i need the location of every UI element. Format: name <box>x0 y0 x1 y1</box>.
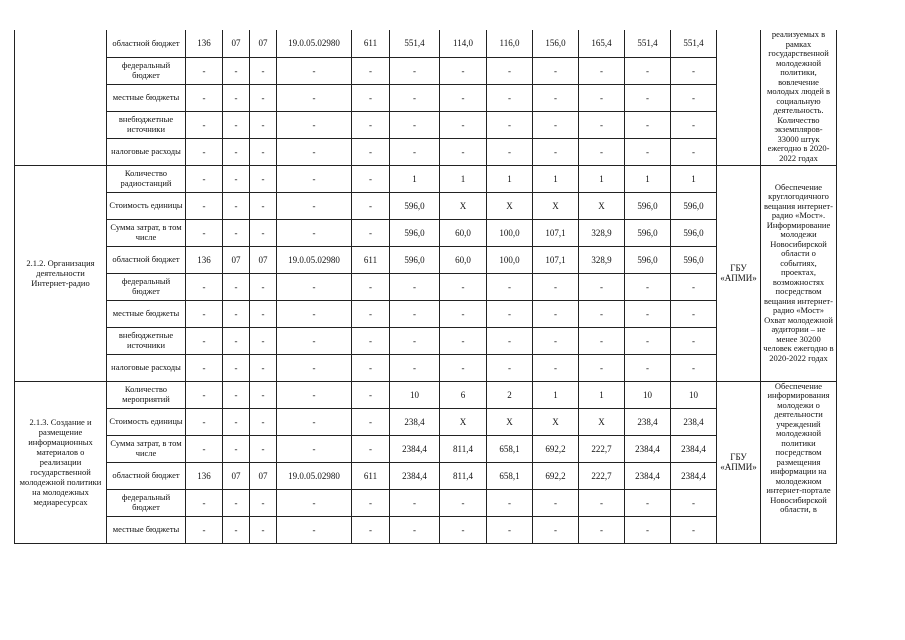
value-cell: 19.0.05.02980 <box>277 462 352 489</box>
value-cell: - <box>250 408 277 435</box>
value-cell: - <box>671 516 717 543</box>
value-cell: X <box>533 408 579 435</box>
value-cell: - <box>277 489 352 516</box>
value-cell: - <box>533 489 579 516</box>
funding-category: областной бюджет <box>107 30 186 57</box>
value-cell: 6 <box>440 381 487 408</box>
value-cell: 596,0 <box>671 192 717 219</box>
value-cell: - <box>533 300 579 327</box>
value-cell: - <box>671 354 717 381</box>
expected-result-description: Обеспечение круглогодичного вещания интернет-радио «Мост». Информирование молодежи Новосибирской области о событиях, проектах, возможностях посредством вещания интернет-радио «Мост» Охват молодежной аудитории – не менее 30200 человек ежегодно в 2020-2022 годах <box>761 165 837 381</box>
value-cell: - <box>487 57 533 84</box>
value-cell: 811,4 <box>440 462 487 489</box>
value-cell: - <box>352 57 390 84</box>
value-cell: - <box>625 84 671 111</box>
value-cell: - <box>277 300 352 327</box>
table-row <box>15 273 837 300</box>
table-row <box>15 138 837 165</box>
value-cell: - <box>186 381 223 408</box>
table-row <box>15 435 837 462</box>
funding-category: налоговые расходы <box>107 354 186 381</box>
value-cell: - <box>390 300 440 327</box>
value-cell: - <box>533 57 579 84</box>
table-row <box>15 354 837 381</box>
value-cell: 596,0 <box>390 219 440 246</box>
funding-category: внебюджетные источники <box>107 111 186 138</box>
value-cell: 238,4 <box>671 408 717 435</box>
funding-category: Стоимость единицы <box>107 192 186 219</box>
value-cell: - <box>250 192 277 219</box>
funding-category: налоговые расходы <box>107 138 186 165</box>
value-cell: 596,0 <box>625 219 671 246</box>
value-cell: 107,1 <box>533 246 579 273</box>
value-cell: - <box>186 138 223 165</box>
value-cell: - <box>440 57 487 84</box>
value-cell: 692,2 <box>533 462 579 489</box>
funding-category: федеральный бюджет <box>107 489 186 516</box>
value-cell: 19.0.05.02980 <box>277 30 352 57</box>
value-cell: 07 <box>250 246 277 273</box>
executor-cell: ГБУ «АПМИ» <box>717 381 761 543</box>
funding-category: Сумма затрат, в том числе <box>107 219 186 246</box>
value-cell: - <box>223 219 250 246</box>
value-cell: - <box>390 57 440 84</box>
value-cell: 2 <box>487 381 533 408</box>
value-cell: - <box>533 273 579 300</box>
value-cell: - <box>277 273 352 300</box>
value-cell: 238,4 <box>390 408 440 435</box>
value-cell: - <box>277 57 352 84</box>
funding-category: внебюджетные источники <box>107 327 186 354</box>
value-cell: - <box>390 354 440 381</box>
value-cell: - <box>223 408 250 435</box>
value-cell: 611 <box>352 462 390 489</box>
value-cell: - <box>352 84 390 111</box>
value-cell: - <box>223 435 250 462</box>
value-cell: - <box>277 354 352 381</box>
funding-category: областной бюджет <box>107 246 186 273</box>
value-cell: - <box>186 300 223 327</box>
value-cell: - <box>487 300 533 327</box>
value-cell: - <box>277 219 352 246</box>
value-cell: 100,0 <box>487 219 533 246</box>
value-cell: - <box>579 300 625 327</box>
value-cell: 19.0.05.02980 <box>277 246 352 273</box>
value-cell: - <box>223 84 250 111</box>
value-cell: - <box>579 111 625 138</box>
value-cell: 658,1 <box>487 462 533 489</box>
value-cell: - <box>186 84 223 111</box>
value-cell: - <box>223 489 250 516</box>
value-cell: 100,0 <box>487 246 533 273</box>
value-cell: - <box>440 489 487 516</box>
table-row <box>15 327 837 354</box>
value-cell: - <box>533 84 579 111</box>
value-cell: - <box>277 327 352 354</box>
value-cell: 1 <box>533 381 579 408</box>
value-cell: - <box>579 57 625 84</box>
value-cell: - <box>277 111 352 138</box>
value-cell: 596,0 <box>390 246 440 273</box>
value-cell: - <box>671 489 717 516</box>
value-cell: - <box>440 138 487 165</box>
funding-category: местные бюджеты <box>107 84 186 111</box>
value-cell: - <box>277 138 352 165</box>
value-cell: - <box>440 273 487 300</box>
value-cell: 611 <box>352 30 390 57</box>
value-cell: - <box>579 327 625 354</box>
value-cell: - <box>440 516 487 543</box>
value-cell: - <box>250 300 277 327</box>
value-cell: - <box>440 354 487 381</box>
value-cell: - <box>533 111 579 138</box>
value-cell: 10 <box>671 381 717 408</box>
funding-category: местные бюджеты <box>107 300 186 327</box>
funding-category: Стоимость единицы <box>107 408 186 435</box>
executor-cell: ГБУ «АПМИ» <box>717 165 761 381</box>
value-cell: 156,0 <box>533 30 579 57</box>
value-cell: 2384,4 <box>625 435 671 462</box>
value-cell: - <box>390 111 440 138</box>
table-row <box>15 246 837 273</box>
value-cell: - <box>625 516 671 543</box>
value-cell: - <box>223 327 250 354</box>
value-cell: 611 <box>352 246 390 273</box>
value-cell: 136 <box>186 246 223 273</box>
expected-result-description: реализуемых в рамках государственной молодежной политики, вовлечение молодых людей в социальную деятельность. Количество экземпляров- 33000 штук ежегодно в 2020-2022 годах <box>761 30 837 165</box>
value-cell: - <box>487 84 533 111</box>
value-cell: - <box>186 165 223 192</box>
value-cell: - <box>579 138 625 165</box>
value-cell: 60,0 <box>440 246 487 273</box>
value-cell: - <box>579 516 625 543</box>
executor-cell <box>717 30 761 165</box>
value-cell: 596,0 <box>390 192 440 219</box>
value-cell: - <box>223 516 250 543</box>
funding-category: федеральный бюджет <box>107 57 186 84</box>
value-cell: - <box>352 327 390 354</box>
value-cell: - <box>579 84 625 111</box>
value-cell: - <box>487 138 533 165</box>
value-cell: - <box>625 111 671 138</box>
value-cell: - <box>223 111 250 138</box>
expected-result-description: Обеспечение информирования молодежи о деятельности учреждений молодежной политики посредством размещения информации на молодежном интернет-портале Новосибирской области, в <box>761 381 837 543</box>
value-cell: - <box>250 354 277 381</box>
table-row <box>15 165 837 192</box>
value-cell: - <box>223 273 250 300</box>
value-cell: - <box>277 165 352 192</box>
value-cell: 222,7 <box>579 435 625 462</box>
value-cell: 328,9 <box>579 246 625 273</box>
value-cell: - <box>352 219 390 246</box>
value-cell: - <box>671 300 717 327</box>
value-cell: 811,4 <box>440 435 487 462</box>
table-row <box>15 219 837 246</box>
value-cell: - <box>671 111 717 138</box>
measure-name-cell: 2.1.3. Создание и размещение информационных материалов о реализации государственной молодежной политики на молодежных медиаресурсах <box>15 381 107 543</box>
value-cell: - <box>390 138 440 165</box>
value-cell: 551,4 <box>671 30 717 57</box>
value-cell: - <box>352 354 390 381</box>
value-cell: - <box>390 273 440 300</box>
table-row <box>15 381 837 408</box>
value-cell: - <box>186 192 223 219</box>
value-cell: - <box>277 192 352 219</box>
value-cell: 136 <box>186 30 223 57</box>
value-cell: - <box>352 408 390 435</box>
value-cell: - <box>186 111 223 138</box>
value-cell: - <box>277 408 352 435</box>
value-cell: 2384,4 <box>671 462 717 489</box>
value-cell: 07 <box>250 462 277 489</box>
value-cell: - <box>223 354 250 381</box>
value-cell: - <box>186 354 223 381</box>
funding-category: Количество радиостанций <box>107 165 186 192</box>
value-cell: 658,1 <box>487 435 533 462</box>
value-cell: - <box>390 516 440 543</box>
value-cell: 222,7 <box>579 462 625 489</box>
value-cell: 596,0 <box>671 219 717 246</box>
value-cell: 2384,4 <box>625 462 671 489</box>
value-cell: X <box>440 408 487 435</box>
value-cell: X <box>487 192 533 219</box>
value-cell: 1 <box>579 165 625 192</box>
value-cell: 107,1 <box>533 219 579 246</box>
value-cell: - <box>186 327 223 354</box>
value-cell: - <box>352 111 390 138</box>
value-cell: - <box>579 273 625 300</box>
value-cell: - <box>186 435 223 462</box>
budget-document <box>14 30 837 544</box>
value-cell: - <box>223 300 250 327</box>
value-cell: X <box>579 192 625 219</box>
value-cell: 551,4 <box>625 30 671 57</box>
value-cell: - <box>671 84 717 111</box>
value-cell: 136 <box>186 462 223 489</box>
value-cell: - <box>352 138 390 165</box>
value-cell: 328,9 <box>579 219 625 246</box>
table-row <box>15 57 837 84</box>
value-cell: 116,0 <box>487 30 533 57</box>
table-row <box>15 111 837 138</box>
measure-name-cell <box>15 30 107 165</box>
value-cell: - <box>352 273 390 300</box>
value-cell: - <box>250 57 277 84</box>
value-cell: - <box>223 57 250 84</box>
value-cell: - <box>352 489 390 516</box>
funding-category: местные бюджеты <box>107 516 186 543</box>
value-cell: - <box>223 381 250 408</box>
value-cell: - <box>250 84 277 111</box>
value-cell: - <box>186 489 223 516</box>
value-cell: - <box>579 489 625 516</box>
value-cell: - <box>186 516 223 543</box>
value-cell: 596,0 <box>671 246 717 273</box>
value-cell: - <box>352 435 390 462</box>
value-cell: - <box>533 354 579 381</box>
value-cell: - <box>625 273 671 300</box>
value-cell: 1 <box>671 165 717 192</box>
value-cell: - <box>250 381 277 408</box>
value-cell: - <box>352 516 390 543</box>
value-cell: - <box>625 138 671 165</box>
value-cell: 1 <box>487 165 533 192</box>
value-cell: 1 <box>390 165 440 192</box>
value-cell: - <box>671 327 717 354</box>
value-cell: - <box>533 138 579 165</box>
value-cell: 07 <box>223 462 250 489</box>
value-cell: - <box>487 489 533 516</box>
value-cell: 2384,4 <box>390 435 440 462</box>
value-cell: - <box>277 516 352 543</box>
value-cell: - <box>250 273 277 300</box>
value-cell: - <box>671 138 717 165</box>
value-cell: X <box>533 192 579 219</box>
value-cell: 60,0 <box>440 219 487 246</box>
value-cell: - <box>277 84 352 111</box>
value-cell: - <box>250 219 277 246</box>
value-cell: 551,4 <box>390 30 440 57</box>
table-row <box>15 489 837 516</box>
value-cell: - <box>487 111 533 138</box>
value-cell: - <box>352 165 390 192</box>
value-cell: - <box>440 111 487 138</box>
value-cell: 596,0 <box>625 246 671 273</box>
value-cell: - <box>440 327 487 354</box>
value-cell: 1 <box>533 165 579 192</box>
value-cell: - <box>671 57 717 84</box>
value-cell: X <box>487 408 533 435</box>
funding-category: Сумма затрат, в том числе <box>107 435 186 462</box>
value-cell: - <box>186 219 223 246</box>
value-cell: - <box>250 165 277 192</box>
value-cell: 07 <box>223 30 250 57</box>
value-cell: X <box>579 408 625 435</box>
value-cell: 2384,4 <box>390 462 440 489</box>
value-cell: - <box>440 84 487 111</box>
value-cell: - <box>250 327 277 354</box>
value-cell: - <box>223 165 250 192</box>
value-cell: - <box>671 273 717 300</box>
value-cell: - <box>352 300 390 327</box>
value-cell: - <box>390 84 440 111</box>
value-cell: - <box>277 381 352 408</box>
value-cell: 07 <box>223 246 250 273</box>
value-cell: 07 <box>250 30 277 57</box>
funding-category: областной бюджет <box>107 462 186 489</box>
value-cell: - <box>487 516 533 543</box>
value-cell: - <box>625 354 671 381</box>
value-cell: - <box>625 57 671 84</box>
table-row <box>15 30 837 57</box>
measure-name-cell: 2.1.2. Организация деятельности Интернет-радио <box>15 165 107 381</box>
value-cell: - <box>625 327 671 354</box>
value-cell: - <box>186 57 223 84</box>
value-cell: - <box>250 435 277 462</box>
funding-category: Количество мероприятий <box>107 381 186 408</box>
value-cell: 114,0 <box>440 30 487 57</box>
value-cell: - <box>250 138 277 165</box>
table-row <box>15 462 837 489</box>
value-cell: 1 <box>579 381 625 408</box>
value-cell: 10 <box>625 381 671 408</box>
value-cell: - <box>352 192 390 219</box>
value-cell: 2384,4 <box>671 435 717 462</box>
value-cell: - <box>625 489 671 516</box>
funding-category: федеральный бюджет <box>107 273 186 300</box>
value-cell: 1 <box>625 165 671 192</box>
value-cell: 165,4 <box>579 30 625 57</box>
value-cell: - <box>579 354 625 381</box>
value-cell: - <box>223 138 250 165</box>
table-row <box>15 84 837 111</box>
table-row <box>15 408 837 435</box>
value-cell: - <box>277 435 352 462</box>
table-row <box>15 516 837 543</box>
value-cell: X <box>440 192 487 219</box>
value-cell: 692,2 <box>533 435 579 462</box>
value-cell: - <box>352 381 390 408</box>
value-cell: - <box>186 273 223 300</box>
value-cell: - <box>390 489 440 516</box>
value-cell: 238,4 <box>625 408 671 435</box>
value-cell: 1 <box>440 165 487 192</box>
value-cell: 10 <box>390 381 440 408</box>
value-cell: - <box>487 354 533 381</box>
value-cell: - <box>390 327 440 354</box>
value-cell: - <box>533 327 579 354</box>
budget-table <box>14 30 837 544</box>
table-row <box>15 192 837 219</box>
value-cell: - <box>440 300 487 327</box>
value-cell: - <box>250 516 277 543</box>
value-cell: - <box>223 192 250 219</box>
table-row <box>15 300 837 327</box>
value-cell: - <box>250 111 277 138</box>
value-cell: - <box>533 516 579 543</box>
value-cell: - <box>186 408 223 435</box>
value-cell: 596,0 <box>625 192 671 219</box>
value-cell: - <box>487 327 533 354</box>
value-cell: - <box>487 273 533 300</box>
value-cell: - <box>250 489 277 516</box>
value-cell: - <box>625 300 671 327</box>
